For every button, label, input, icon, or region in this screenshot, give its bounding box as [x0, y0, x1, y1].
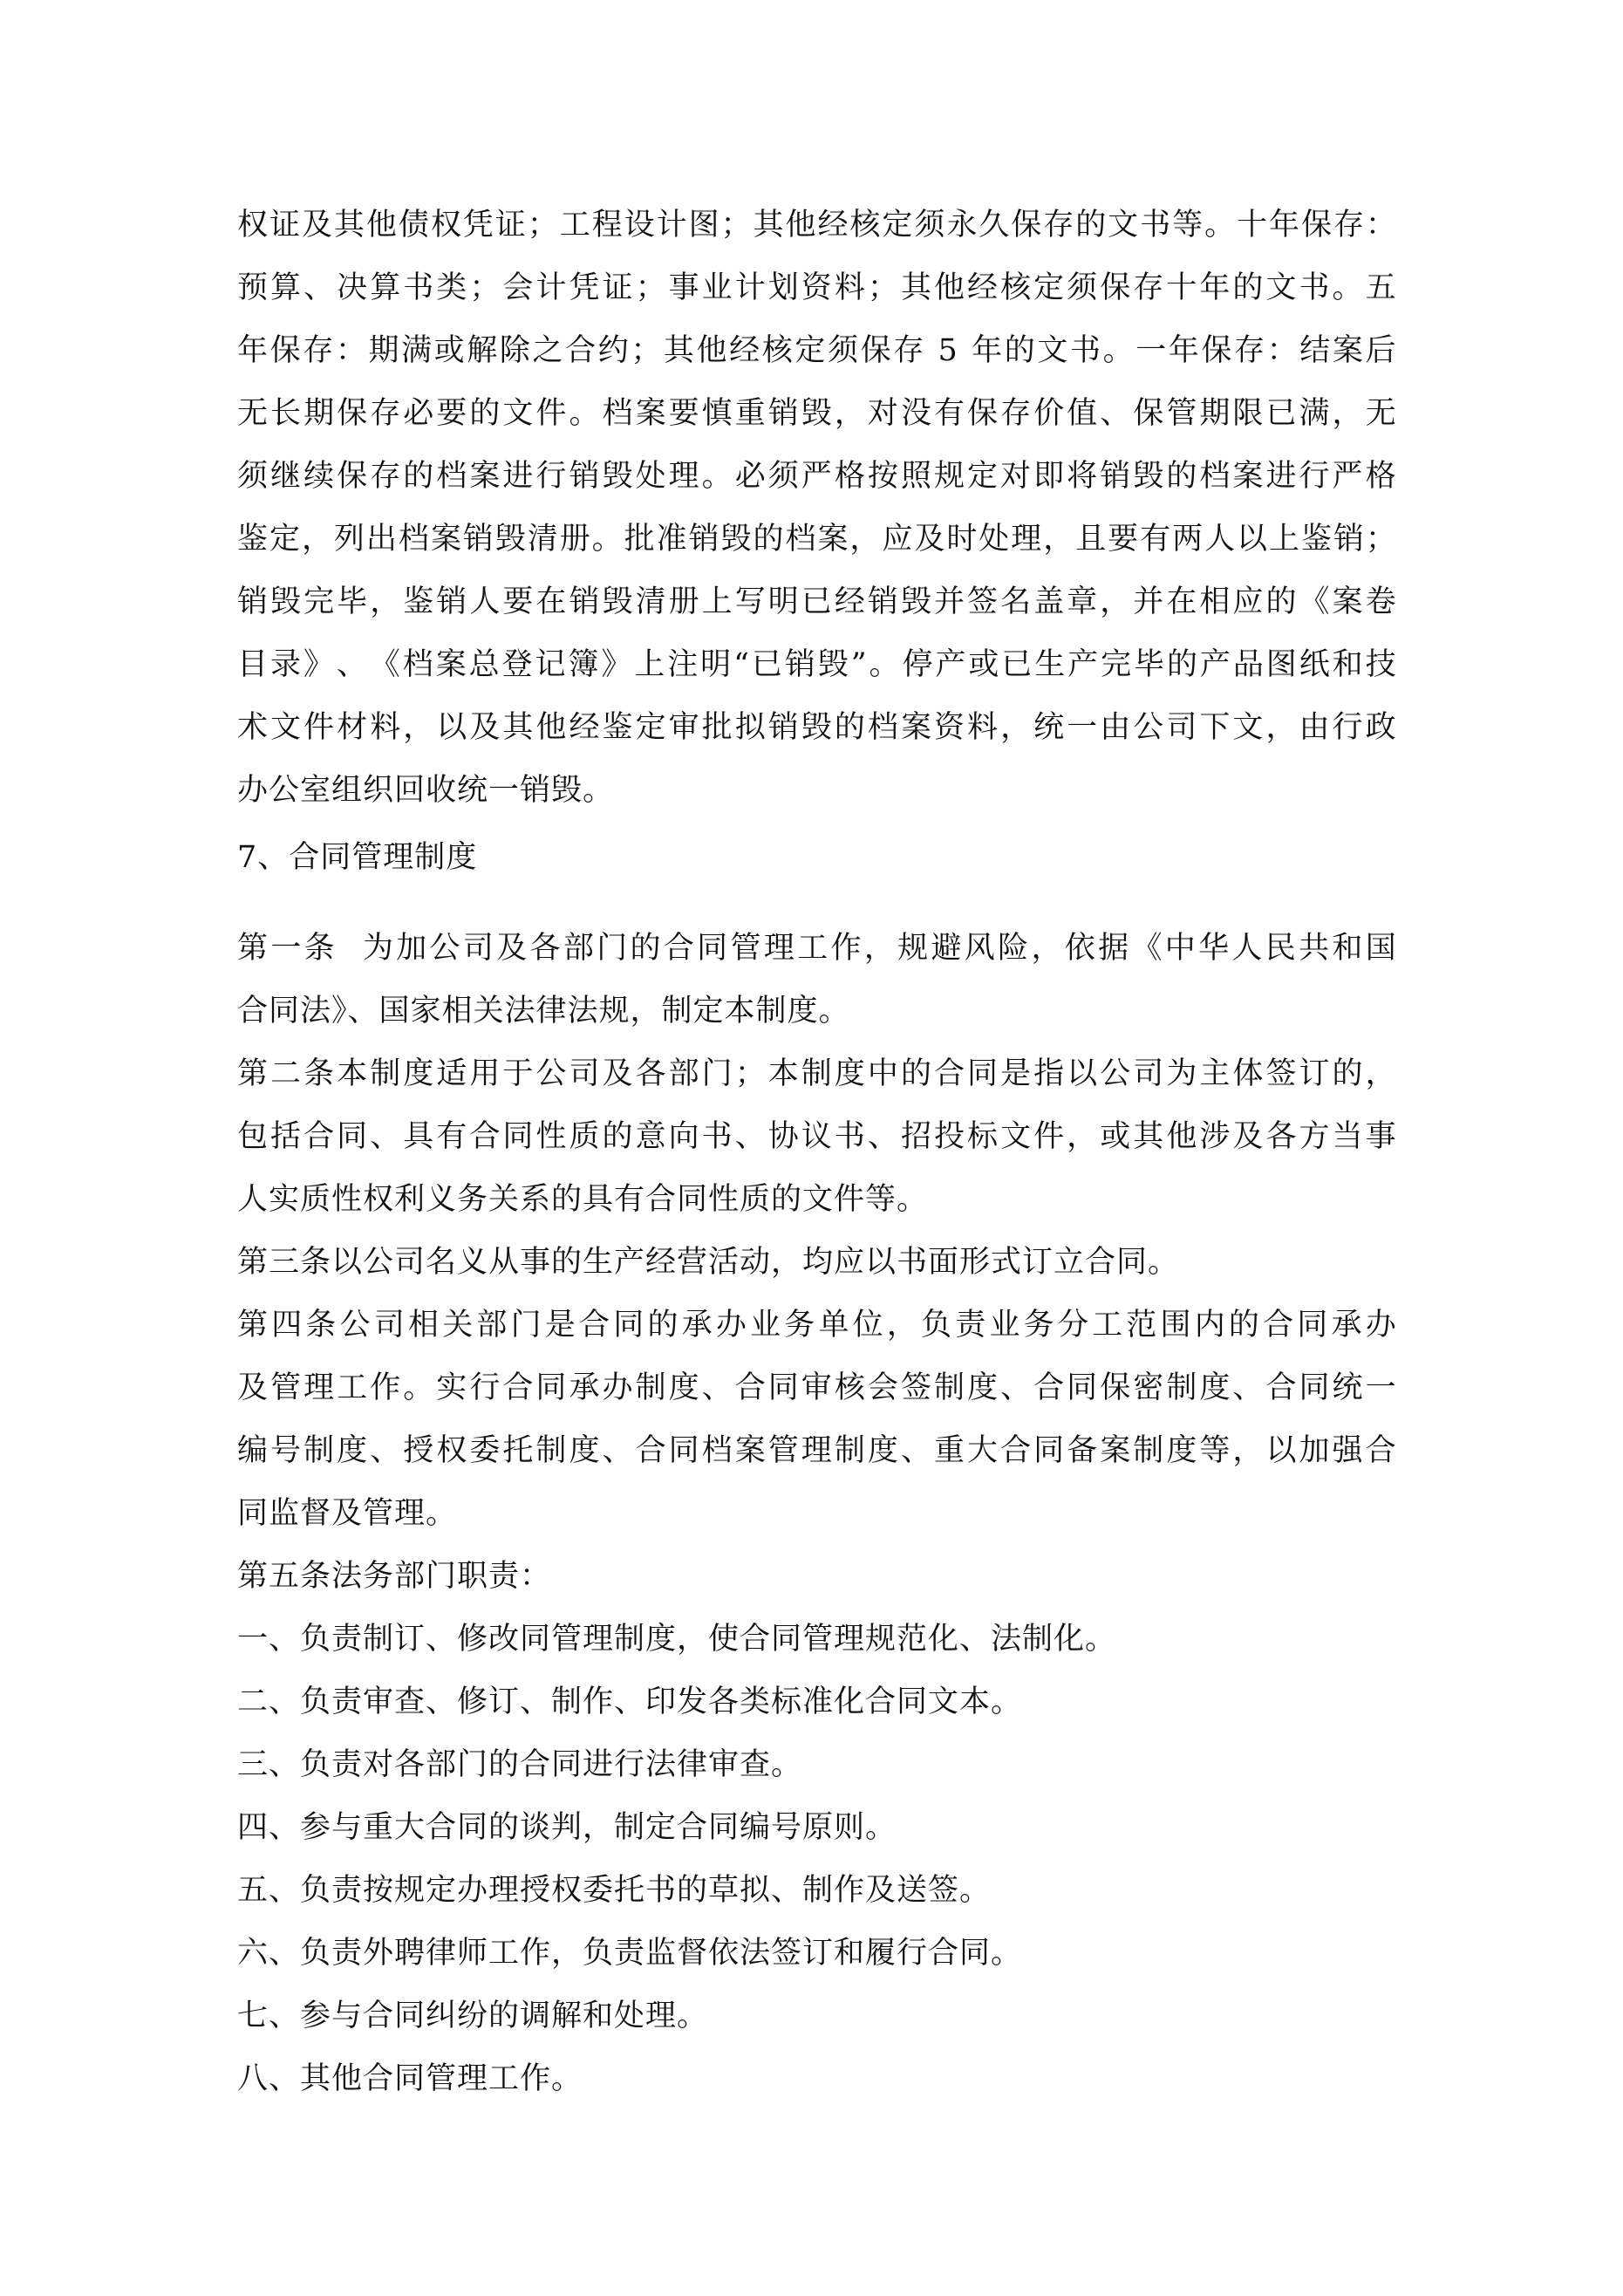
article-line	[237, 1482, 1397, 1545]
line-text: 七、参与合同纠纷的调解和处理。	[237, 1999, 709, 2033]
article-line	[237, 1985, 1397, 2047]
paragraph-line: 鉴 定 ， 列 出 档 案 销 毁 清 册 。 批 准 销 毁 的 档 案 ， 应 及 时 处 理 ， 且 要 有 两 人 以 上 鉴 销 ；	[237, 522, 1397, 557]
article-line: 第 一 条 为 加 公 司 及 各 部 门 的 合 同 管 理 工 作 ， 规 避 风 险 ， 依 据 《 中 华 人 民 共 和 国	[237, 931, 1397, 966]
line-text: 六、负责外聘律师工作，负责监督依法签订和履行合同。	[237, 1936, 1023, 1971]
article-line	[237, 1733, 1397, 1796]
section-heading	[237, 826, 1397, 889]
article-line: 及 管 理 工 作 。 实 行 合 同 承 办 制 度 、 合 同 审 核 会 签 制 度 、 合 同 保 密 制 度 、 合 同 统 一	[237, 1370, 1397, 1405]
line-text: 五、负责按规定办理授权委托书的草拟、制作及送签。	[237, 1873, 992, 1908]
paragraph-line: 预 算 、 决 算 书 类 ； 会 计 凭 证 ； 事 业 计 划 资 料 ； 其 他 经 核 定 须 保 存 十 年 的 文 书 。 五	[237, 270, 1397, 305]
line-text: 八、其他合同管理工作。	[237, 2061, 583, 2096]
archive-retention-paragraph	[237, 194, 1397, 822]
line-text: 二、负责审查、修订、制作、印发各类标准化合同文本。	[237, 1684, 1023, 1719]
article-line	[237, 1796, 1397, 1859]
paragraph-line: 销 毁 完 毕 ， 鉴 销 人 要 在 销 毁 清 册 上 写 明 已 经 销 毁 并 签 名 盖 章 ， 并 在 相 应 的 《 案 卷	[237, 584, 1397, 619]
line-text: 同监督及管理。	[237, 1496, 458, 1531]
paragraph-line: 须 继 续 保 存 的 档 案 进 行 销 毁 处 理 。 必 须 严 格 按 照 规 定 对 即 将 销 毁 的 档 案 进 行 严 格	[237, 459, 1397, 494]
line-text: 第五条法务部门职责：	[237, 1559, 552, 1594]
paragraph-line: 术 文 件 材 料 ， 以 及 其 他 经 鉴 定 审 批 拟 销 毁 的 档 案 资 料 ， 统 一 由 公 司 下 文 ， 由 行 政	[237, 710, 1397, 745]
article-line	[237, 1922, 1397, 1985]
article-line	[237, 2047, 1397, 2110]
paragraph-line	[237, 759, 1397, 822]
paragraph-line: 权 证 及 其 他 债 权 凭 证 ； 工 程 设 计 图 ； 其 他 经 核 定 须 永 久 保 存 的 文 书 等 。 十 年 保 存 ：	[237, 208, 1397, 243]
heading-text: 7、合同管理制度	[237, 840, 478, 875]
line-text: 人实质性权利义务关系的具有合同性质的文件等。	[237, 1182, 929, 1217]
article-line	[237, 980, 1397, 1042]
line-text: 第三条以公司名义从事的生产经营活动，均应以书面形式订立合同。	[237, 1245, 1180, 1280]
line-text: 办公室组织回收统一销毁。	[237, 773, 615, 808]
line-text: 三、负责对各部门的合同进行法律审查。	[237, 1747, 803, 1782]
line-text: 四、参与重大合同的谈判，制定合同编号原则。	[237, 1810, 897, 1845]
contract-management-articles	[237, 917, 1397, 2110]
article-line	[237, 1608, 1397, 1671]
article-line	[237, 1231, 1397, 1294]
paragraph-line: 目 录 》 、 《 档 案 总 登 记 簿 》 上 注 明 “ 已 销 毁 ” 。 停 产 或 已 生 产 完 毕 的 产 品 图 纸 和 技	[237, 647, 1397, 682]
line-text: 一、负责制订、修改同管理制度，使合同管理规范化、法制化。	[237, 1622, 1117, 1657]
article-line	[237, 1168, 1397, 1231]
article-line: 第 四 条 公 司 相 关 部 门 是 合 同 的 承 办 业 务 单 位 ， 负 责 业 务 分 工 范 围 内 的 合 同 承 办	[237, 1308, 1397, 1343]
paragraph-line: 年 保 存 ： 期 满 或 解 除 之 合 约 ； 其 他 经 核 定 须 保 存 5 年 的 文 书 。 一 年 保 存 ： 结 案 后	[237, 333, 1397, 368]
line-text: 合同法》、国家相关法律法规，制定本制度。	[237, 994, 850, 1028]
article-line: 第 二 条 本 制 度 适 用 于 公 司 及 各 部 门 ； 本 制 度 中 的 合 同 是 指 以 公 司 为 主 体 签 订 的 ，	[237, 1056, 1397, 1091]
article-line	[237, 1859, 1397, 1922]
article-line: 编 号 制 度 、 授 权 委 托 制 度 、 合 同 档 案 管 理 制 度 、 重 大 合 同 备 案 制 度 等 ， 以 加 强 合	[237, 1433, 1397, 1468]
article-line	[237, 1545, 1397, 1608]
article-line: 包 括 合 同 、 具 有 合 同 性 质 的 意 向 书 、 协 议 书 、 招 投 标 文 件 ， 或 其 他 涉 及 各 方 当 事	[237, 1119, 1397, 1154]
paragraph-line: 无 长 期 保 存 必 要 的 文 件 。 档 案 要 慎 重 销 毁 ， 对 没 有 保 存 价 值 、 保 管 期 限 已 满 ， 无	[237, 396, 1397, 431]
article-line	[237, 1671, 1397, 1733]
